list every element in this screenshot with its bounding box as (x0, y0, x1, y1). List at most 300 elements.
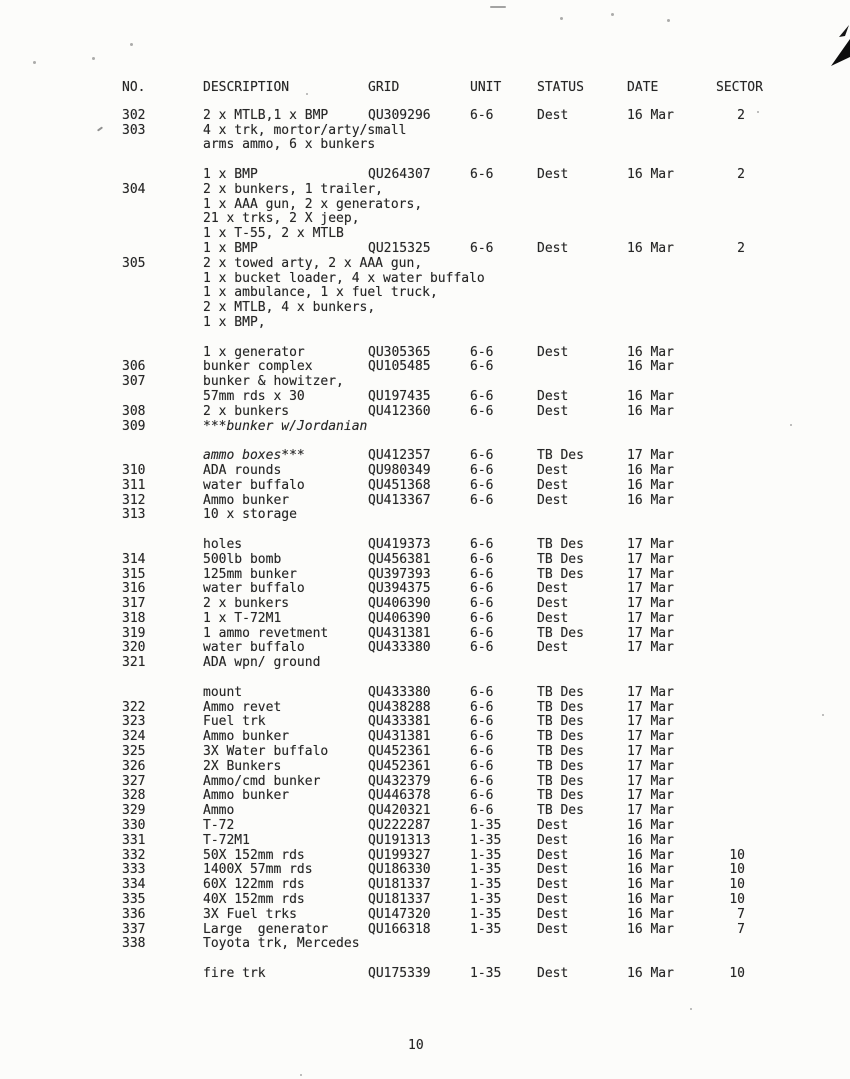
scan-artifact-corner-mark (826, 24, 850, 68)
cell-unit: 6-6 (470, 625, 494, 641)
cell-no: 304 (122, 181, 146, 197)
table-line (0, 256, 850, 271)
scan-speck (300, 1074, 302, 1076)
cell-no: 316 (122, 581, 146, 597)
table-line (0, 892, 850, 907)
cell-date: 16 Mar (627, 492, 674, 508)
cell-sector: 10 (729, 862, 745, 878)
table-body (0, 108, 850, 981)
column-header-status: STATUS (537, 80, 584, 95)
cell-status: TB Des (537, 714, 584, 730)
cell-no: 305 (122, 255, 146, 271)
cell-grid: QU452361 (368, 758, 431, 774)
cell-unit: 6-6 (470, 448, 494, 464)
cell-grid: QU199327 (368, 847, 431, 863)
cell-unit: 6-6 (470, 699, 494, 715)
cell-status: TB Des (537, 803, 584, 819)
cell-date: 17 Mar (627, 448, 674, 464)
cell-desc: bunker & howitzer, (203, 374, 344, 390)
scan-speck (757, 111, 759, 113)
cell-date: 16 Mar (627, 966, 674, 982)
table-line (0, 803, 850, 818)
cell-no: 336 (122, 906, 146, 922)
cell-date: 16 Mar (627, 847, 674, 863)
table-line (0, 848, 850, 863)
table-line (0, 744, 850, 759)
cell-unit: 6-6 (470, 359, 494, 375)
cell-date: 17 Mar (627, 640, 674, 656)
cell-unit: 6-6 (470, 344, 494, 360)
cell-no: 337 (122, 921, 146, 937)
cell-desc: Ammo bunker (203, 729, 290, 745)
cell-no: 311 (122, 477, 146, 493)
cell-no: 308 (122, 403, 146, 419)
table-line (0, 463, 850, 478)
cell-unit: 1-35 (470, 966, 502, 982)
table-line (0, 211, 850, 226)
cell-date: 17 Mar (627, 581, 674, 597)
cell-no: 318 (122, 610, 146, 626)
column-header-unit: UNIT (470, 80, 502, 95)
table-line (0, 433, 850, 448)
cell-date: 17 Mar (627, 773, 674, 789)
cell-desc: 57mm rds x 30 (203, 388, 305, 404)
cell-date: 17 Mar (627, 625, 674, 641)
cell-grid: QU191313 (368, 832, 431, 848)
cell-status: TB Des (537, 699, 584, 715)
cell-desc: 4 x trk, mortor/arty/small (203, 122, 407, 138)
cell-unit: 6-6 (470, 803, 494, 819)
table-line (0, 493, 850, 508)
cell-no: 303 (122, 122, 146, 138)
cell-unit: 1-35 (470, 877, 502, 893)
cell-status: Dest (537, 892, 569, 908)
cell-grid: QU452361 (368, 744, 431, 760)
column-header-date: DATE (627, 80, 659, 95)
scan-speck (690, 1008, 692, 1010)
table-line (0, 729, 850, 744)
cell-date: 16 Mar (627, 240, 674, 256)
cell-status: TB Des (537, 788, 584, 804)
cell-desc: water buffalo (203, 581, 305, 597)
table-line (0, 552, 850, 567)
cell-unit: 6-6 (470, 684, 494, 700)
table-line (0, 197, 850, 212)
table-line (0, 907, 850, 922)
table-header-row (0, 80, 850, 95)
cell-desc: fire trk (203, 966, 266, 982)
cell-date: 17 Mar (627, 758, 674, 774)
cell-unit: 6-6 (470, 551, 494, 567)
cell-grid: QU419373 (368, 536, 431, 552)
cell-unit: 1-35 (470, 906, 502, 922)
table-line (0, 581, 850, 596)
cell-no: 335 (122, 892, 146, 908)
cell-date: 16 Mar (627, 403, 674, 419)
cell-grid: QU186330 (368, 862, 431, 878)
cell-unit: 1-35 (470, 921, 502, 937)
cell-status: Dest (537, 344, 569, 360)
cell-status: Dest (537, 906, 569, 922)
cell-no: 315 (122, 566, 146, 582)
cell-grid: QU305365 (368, 344, 431, 360)
cell-sector: 2 (737, 240, 745, 256)
cell-status: TB Des (537, 773, 584, 789)
cell-sector: 2 (737, 166, 745, 182)
cell-date: 17 Mar (627, 803, 674, 819)
cell-no: 309 (122, 418, 146, 434)
cell-grid: QU433380 (368, 640, 431, 656)
cell-unit: 6-6 (470, 536, 494, 552)
cell-date: 16 Mar (627, 166, 674, 182)
cell-desc: mount (203, 684, 243, 700)
cell-grid: QU420321 (368, 803, 431, 819)
cell-grid: QU438288 (368, 699, 431, 715)
table-line (0, 818, 850, 833)
cell-sector: 7 (737, 921, 745, 937)
cell-no: 310 (122, 462, 146, 478)
cell-date: 16 Mar (627, 462, 674, 478)
table-line (0, 596, 850, 611)
cell-unit: 1-35 (470, 892, 502, 908)
cell-desc: 1 x T-72M1 (203, 610, 282, 626)
cell-date: 16 Mar (627, 906, 674, 922)
table-line (0, 359, 850, 374)
cell-unit: 6-6 (470, 403, 494, 419)
table-line (0, 300, 850, 315)
cell-date: 16 Mar (627, 344, 674, 360)
table-line (0, 315, 850, 330)
cell-no: 326 (122, 758, 146, 774)
cell-desc: 3X Fuel trks (203, 906, 297, 922)
table-line (0, 788, 850, 803)
cell-no: 313 (122, 507, 146, 523)
table-line (0, 936, 850, 951)
cell-desc: 3X Water buffalo (203, 744, 329, 760)
table-line (0, 271, 850, 286)
cell-no: 306 (122, 359, 146, 375)
table-line (0, 670, 850, 685)
cell-date: 16 Mar (627, 862, 674, 878)
cell-status: Dest (537, 966, 569, 982)
scan-speck (92, 57, 95, 60)
cell-unit: 1-35 (470, 832, 502, 848)
cell-status: Dest (537, 581, 569, 597)
cell-status: TB Des (537, 625, 584, 641)
cell-sector: 10 (729, 892, 745, 908)
table-line (0, 448, 850, 463)
cell-desc: T-72M1 (203, 832, 250, 848)
cell-desc: 21 x trks, 2 X jeep, (203, 211, 360, 227)
cell-date: 16 Mar (627, 921, 674, 937)
cell-grid: QU406390 (368, 596, 431, 612)
cell-no: 328 (122, 788, 146, 804)
cell-grid: QU215325 (368, 240, 431, 256)
cell-status: Dest (537, 877, 569, 893)
table-line (0, 507, 850, 522)
header-gap (0, 95, 850, 108)
table-line (0, 862, 850, 877)
cell-desc: T-72 (203, 818, 235, 834)
cell-date: 17 Mar (627, 610, 674, 626)
cell-status: Dest (537, 403, 569, 419)
cell-desc: 60X 122mm rds (203, 877, 305, 893)
cell-no: 320 (122, 640, 146, 656)
scan-speck (490, 6, 506, 8)
cell-grid: QU413367 (368, 492, 431, 508)
cell-desc: 1 x bucket loader, 4 x water buffalo (203, 270, 485, 286)
scan-speck (306, 93, 308, 95)
cell-no: 332 (122, 847, 146, 863)
cell-unit: 1-35 (470, 862, 502, 878)
table-line (0, 774, 850, 789)
table-line (0, 330, 850, 345)
cell-unit: 6-6 (470, 788, 494, 804)
cell-unit: 6-6 (470, 566, 494, 582)
cell-desc: arms ammo, 6 x bunkers (203, 137, 376, 153)
cell-date: 16 Mar (627, 892, 674, 908)
cell-status: Dest (537, 847, 569, 863)
cell-grid: QU397393 (368, 566, 431, 582)
table-line (0, 404, 850, 419)
cell-status: TB Des (537, 744, 584, 760)
cell-status: Dest (537, 166, 569, 182)
target-list-table (0, 80, 850, 981)
table-line (0, 951, 850, 966)
cell-date: 17 Mar (627, 699, 674, 715)
cell-unit: 6-6 (470, 240, 494, 256)
cell-unit: 6-6 (470, 166, 494, 182)
table-line (0, 389, 850, 404)
table-line (0, 137, 850, 152)
cell-date: 16 Mar (627, 107, 674, 123)
cell-grid: QU175339 (368, 966, 431, 982)
cell-status: Dest (537, 388, 569, 404)
cell-no: 322 (122, 699, 146, 715)
cell-grid: QU222287 (368, 818, 431, 834)
cell-desc: water buffalo (203, 640, 305, 656)
cell-grid: QU412360 (368, 403, 431, 419)
cell-unit: 6-6 (470, 773, 494, 789)
cell-desc: 2X Bunkers (203, 758, 282, 774)
cell-desc: Ammo bunker (203, 492, 290, 508)
table-line (0, 285, 850, 300)
cell-unit: 1-35 (470, 818, 502, 834)
cell-desc: Toyota trk, Mercedes (203, 936, 360, 952)
cell-no: 329 (122, 803, 146, 819)
cell-no: 324 (122, 729, 146, 745)
cell-grid: QU431381 (368, 625, 431, 641)
cell-no: 321 (122, 655, 146, 671)
cell-sector: 10 (729, 847, 745, 863)
cell-desc: ADA rounds (203, 462, 282, 478)
scan-speck (560, 17, 563, 20)
cell-date: 17 Mar (627, 744, 674, 760)
scan-speck (130, 43, 133, 46)
cell-desc: water buffalo (203, 477, 305, 493)
cell-date: 17 Mar (627, 714, 674, 730)
table-line (0, 123, 850, 138)
page-number: 10 (408, 1038, 424, 1053)
cell-status: Dest (537, 610, 569, 626)
cell-desc: holes (203, 536, 243, 552)
cell-grid: QU309296 (368, 107, 431, 123)
cell-unit: 6-6 (470, 388, 494, 404)
cell-desc: 1 x BMP (203, 166, 258, 182)
cell-desc: Ammo/cmd bunker (203, 773, 321, 789)
cell-grid: QU105485 (368, 359, 431, 375)
cell-unit: 6-6 (470, 729, 494, 745)
cell-desc: 1 x ambulance, 1 x fuel truck, (203, 285, 438, 301)
cell-desc: 500lb bomb (203, 551, 282, 567)
cell-desc: 40X 152mm rds (203, 892, 305, 908)
cell-status: Dest (537, 462, 569, 478)
cell-grid: QU433381 (368, 714, 431, 730)
cell-date: 16 Mar (627, 818, 674, 834)
cell-desc: 1 x generator (203, 344, 305, 360)
cell-date: 16 Mar (627, 877, 674, 893)
cell-no: 333 (122, 862, 146, 878)
column-header-description: DESCRIPTION (203, 80, 290, 95)
scan-speck (611, 13, 614, 16)
cell-unit: 6-6 (470, 462, 494, 478)
table-line (0, 966, 850, 981)
cell-date: 17 Mar (627, 551, 674, 567)
table-line (0, 419, 850, 434)
cell-grid: QU451368 (368, 477, 431, 493)
cell-desc: 1 x BMP, (203, 314, 266, 330)
cell-date: 16 Mar (627, 477, 674, 493)
cell-grid: QU446378 (368, 788, 431, 804)
column-header-grid: GRID (368, 80, 400, 95)
cell-grid: QU197435 (368, 388, 431, 404)
cell-unit: 6-6 (470, 107, 494, 123)
cell-status: TB Des (537, 566, 584, 582)
scan-speck (33, 61, 36, 64)
cell-date: 17 Mar (627, 729, 674, 745)
cell-desc: 1 ammo revetment (203, 625, 329, 641)
scan-speck (790, 424, 792, 426)
table-line (0, 374, 850, 389)
cell-status: Dest (537, 596, 569, 612)
table-line (0, 714, 850, 729)
cell-grid: QU406390 (368, 610, 431, 626)
cell-unit: 6-6 (470, 744, 494, 760)
table-line (0, 877, 850, 892)
cell-status: TB Des (537, 551, 584, 567)
cell-grid: QU432379 (368, 773, 431, 789)
table-line (0, 241, 850, 256)
cell-unit: 6-6 (470, 714, 494, 730)
table-line (0, 759, 850, 774)
cell-date: 17 Mar (627, 536, 674, 552)
cell-grid: QU456381 (368, 551, 431, 567)
cell-unit: 6-6 (470, 610, 494, 626)
cell-status: Dest (537, 107, 569, 123)
table-line (0, 478, 850, 493)
cell-no: 325 (122, 744, 146, 760)
cell-date: 16 Mar (627, 388, 674, 404)
cell-grid: QU181337 (368, 877, 431, 893)
cell-status: Dest (537, 492, 569, 508)
table-line (0, 108, 850, 123)
table-line (0, 226, 850, 241)
table-line (0, 626, 850, 641)
cell-desc: ADA wpn/ ground (203, 655, 321, 671)
cell-grid: QU412357 (368, 448, 431, 464)
cell-status: Dest (537, 240, 569, 256)
cell-desc: 1 x T-55, 2 x MTLB (203, 226, 344, 242)
cell-unit: 6-6 (470, 477, 494, 493)
cell-sector: 10 (729, 877, 745, 893)
cell-desc: 2 x bunkers, 1 trailer, (203, 181, 384, 197)
cell-no: 338 (122, 936, 146, 952)
cell-desc: Ammo revet (203, 699, 282, 715)
cell-sector: 2 (737, 107, 745, 123)
cell-date: 17 Mar (627, 596, 674, 612)
cell-desc: 2 x MTLB,1 x BMP (203, 107, 329, 123)
cell-date: 17 Mar (627, 566, 674, 582)
table-line (0, 345, 850, 360)
cell-desc: 2 x bunkers (203, 403, 290, 419)
cell-desc: Ammo bunker (203, 788, 290, 804)
cell-unit: 6-6 (470, 596, 494, 612)
table-line (0, 611, 850, 626)
cell-desc: 10 x storage (203, 507, 297, 523)
scan-speck (667, 19, 670, 22)
cell-status: Dest (537, 862, 569, 878)
cell-desc: 2 x towed arty, 2 x AAA gun, (203, 255, 423, 271)
cell-date: 17 Mar (627, 684, 674, 700)
cell-no: 330 (122, 818, 146, 834)
cell-no: 307 (122, 374, 146, 390)
cell-unit: 6-6 (470, 492, 494, 508)
cell-grid: QU433380 (368, 684, 431, 700)
cell-desc: ammo boxes*** (203, 448, 305, 464)
cell-desc: 125mm bunker (203, 566, 297, 582)
cell-unit: 6-6 (470, 581, 494, 597)
table-line (0, 522, 850, 537)
scan-speck (822, 714, 824, 716)
table-line (0, 833, 850, 848)
cell-grid: QU181337 (368, 892, 431, 908)
cell-no: 319 (122, 625, 146, 641)
cell-no: 327 (122, 773, 146, 789)
table-line (0, 655, 850, 670)
table-line (0, 640, 850, 655)
cell-no: 312 (122, 492, 146, 508)
column-header-no: NO. (122, 80, 146, 95)
cell-status: TB Des (537, 729, 584, 745)
table-line (0, 152, 850, 167)
cell-desc: 1400X 57mm rds (203, 862, 313, 878)
cell-status: TB Des (537, 448, 584, 464)
table-line (0, 685, 850, 700)
cell-desc: Fuel trk (203, 714, 266, 730)
cell-desc: 2 x MTLB, 4 x bunkers, (203, 300, 376, 316)
cell-grid: QU980349 (368, 462, 431, 478)
cell-desc: ***bunker w/Jordanian (203, 418, 368, 434)
cell-unit: 6-6 (470, 640, 494, 656)
cell-grid: QU264307 (368, 166, 431, 182)
cell-grid: QU394375 (368, 581, 431, 597)
table-line (0, 700, 850, 715)
cell-desc: 1 x AAA gun, 2 x generators, (203, 196, 423, 212)
cell-no: 331 (122, 832, 146, 848)
cell-desc: Ammo (203, 803, 235, 819)
cell-status: Dest (537, 818, 569, 834)
cell-date: 17 Mar (627, 788, 674, 804)
